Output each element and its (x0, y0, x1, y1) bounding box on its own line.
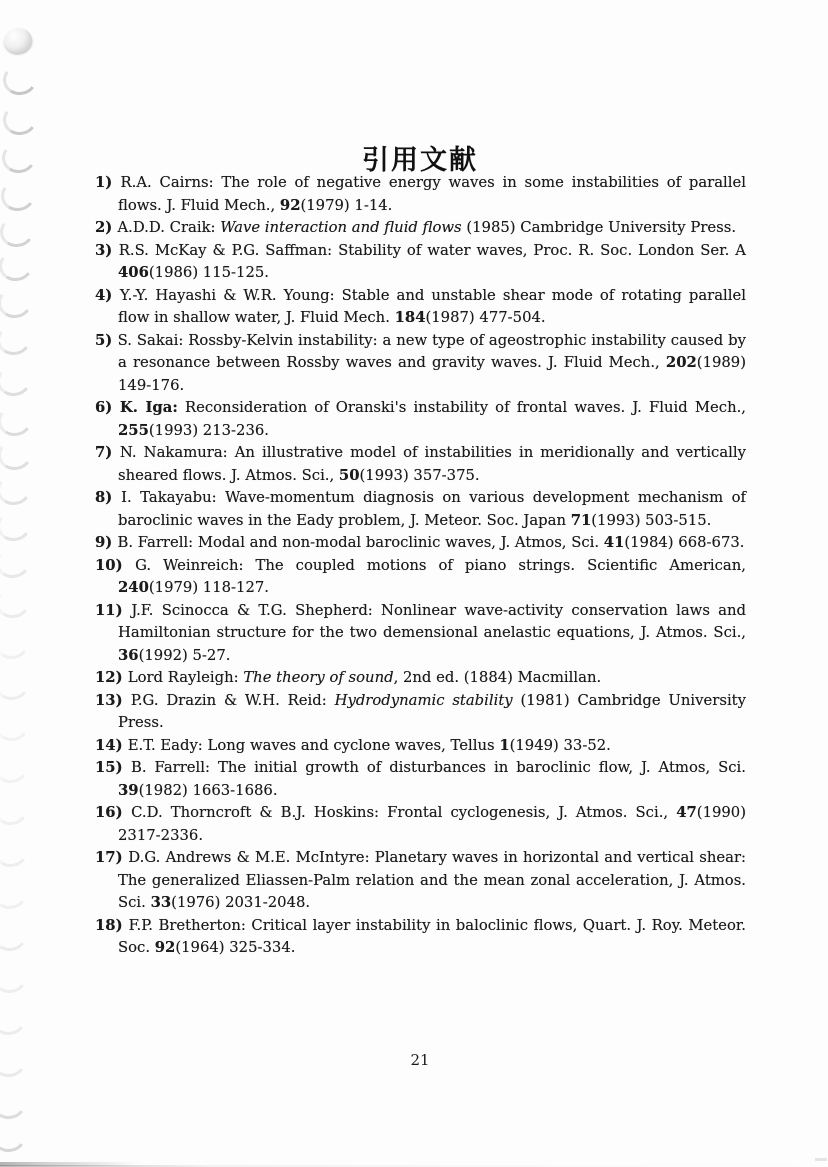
binder-ring-mark (0, 1001, 28, 1037)
reference-text-segment: 33 (150, 894, 172, 911)
reference-number: 16) (95, 804, 132, 821)
binder-ring-mark (0, 139, 38, 175)
reference-item (95, 735, 746, 758)
reference-text-segment: D.G. Andrews & M.E. McIntyre: Planetary waves in horizontal and vertical shear: The generalized Eliassen-Palm relation and the mean zonal acceleration, J. Atmos. Sci. (118, 849, 746, 911)
reference-text-segment: 202 (665, 354, 697, 371)
reference-text-segment: 92 (154, 939, 176, 956)
reference-item (95, 487, 746, 532)
binder-ring-mark (0, 1085, 28, 1121)
reference-text-segment: A.D.D. Craik: (117, 219, 221, 236)
binder-ring-mark (0, 791, 30, 827)
page-title: 引用文献 (362, 145, 478, 177)
reference-text-segment: (1993) 357-375. (359, 466, 480, 484)
reference-text-segment: (1989) 149-176. (118, 354, 746, 394)
reference-text-segment: (1986) 115-125. (148, 264, 269, 281)
reference-text-segment: The theory of sound (243, 669, 394, 686)
binder-ring-mark (0, 471, 33, 507)
reference-item (95, 667, 746, 690)
reference-text-segment: B. Farrell: Modal and non-modal baroclinic waves, J. Atmos, Sci. (117, 534, 604, 551)
reference-item (95, 555, 746, 600)
binder-ring-mark (2, 26, 34, 55)
binder-ring-mark (0, 584, 32, 620)
scan-edge-tick (815, 1158, 827, 1161)
reference-item (95, 217, 746, 240)
reference-number: 4) (95, 286, 120, 304)
reference-item (95, 690, 746, 735)
reference-text-segment: 240 (118, 579, 149, 596)
reference-number: 1) (95, 174, 121, 191)
reference-text-segment: (1982) 1663-1686. (138, 781, 278, 799)
binder-ring-mark (0, 707, 31, 743)
reference-item (95, 847, 746, 915)
reference-number: 15) (95, 759, 132, 776)
reference-text-segment: Wave interaction and fluid flows (220, 219, 462, 236)
reference-text-segment: 71 (570, 511, 592, 529)
binder-ring-mark (1, 101, 40, 137)
binder-ring-mark (0, 507, 33, 543)
reference-text-segment: E.T. Eady: Long waves and cyclone waves, Tellus (127, 736, 500, 754)
reference-number: 2) (95, 219, 118, 236)
binder-ring-mark (0, 362, 33, 398)
reference-item (95, 397, 746, 442)
reference-item (95, 172, 746, 217)
reference-text-segment: I. Takayabu: Wave-momentum diagnosis on various development mechanism of baroclinic waves in the Eady problem, J. Meteor. Soc. Japan (118, 489, 746, 529)
reference-text-segment: 255 (118, 421, 149, 439)
reference-number: 12) (95, 669, 128, 686)
reference-number: 18) (95, 916, 129, 934)
reference-number: 8) (95, 489, 122, 506)
binder-ring-mark (0, 833, 30, 869)
reference-item (95, 915, 746, 960)
binder-ring-mark (0, 959, 29, 995)
reference-text-segment: (1985) Cambridge University Press. (461, 219, 737, 236)
reference-text-segment: B. Farrell: The initial growth of disturbances in baroclinic flow, J. Atmos, Sci. (131, 759, 746, 776)
reference-text-segment: (1987) 477-504. (425, 309, 546, 326)
reference-text-segment: (1979) 1-14. (300, 196, 393, 214)
reference-item (95, 600, 746, 668)
reference-text-segment: Hydrodynamic stability (334, 691, 513, 709)
references-list (95, 172, 746, 960)
reference-text-segment: Reconsideration of Oranski's instability of frontal waves. J. Fluid Mech., (177, 399, 747, 416)
reference-text-segment: (1979) 118-127. (148, 579, 269, 596)
reference-number: 7) (95, 444, 120, 461)
binder-ring-mark (1, 61, 40, 97)
reference-text-segment: (1976) 2031-2048. (171, 894, 311, 911)
reference-text-segment: 36 (118, 646, 139, 664)
reference-item (95, 532, 746, 555)
reference-text-segment: S. Sakai: Rossby-Kelvin instability: a new type of ageostrophic instability caused by a resonance between Rossby waves and gravity waves. J. Fluid Mech., (117, 331, 746, 371)
reference-text-segment: J.F. Scinocca & T.G. Shepherd: Nonlinear wave-activity conservation laws and Hamiltonian structure for the two demensional anelastic equations, J. Atmos. Sci., (118, 601, 747, 641)
reference-item (95, 330, 746, 398)
reference-item (95, 802, 746, 847)
reference-number: 13) (95, 691, 131, 709)
binder-ring-mark (0, 625, 31, 661)
binder-ring-mark (0, 213, 36, 249)
reference-text-segment: R.A. Cairns: The role of negative energy waves in some instabilities of parallel flows. J. Fluid Mech., (118, 174, 746, 214)
reference-text-segment: Lord Rayleigh: (127, 669, 244, 686)
reference-text-segment: 41 (603, 534, 625, 551)
reference-number: 14) (95, 736, 128, 754)
reference-text-segment: 184 (394, 309, 426, 326)
reference-item (95, 442, 746, 487)
reference-text-segment: (1990) 2317-2336. (118, 804, 746, 844)
reference-text-segment: 39 (118, 781, 139, 799)
reference-item (95, 757, 746, 802)
binder-ring-mark (0, 544, 32, 580)
binder-ring-mark (0, 321, 33, 357)
binder-ring-mark (0, 666, 31, 702)
reference-number: 9) (95, 534, 118, 551)
reference-number: 5) (95, 331, 118, 349)
reference-number: 6) (95, 399, 120, 416)
reference-text-segment: (1992) 5-27. (138, 646, 231, 664)
reference-text-segment: F.P. Bretherton: Critical layer instability in baloclinic flows, Quart. J. Roy. Meteor. Soc. (118, 916, 746, 956)
reference-text-segment: 1 (499, 736, 510, 754)
binder-ring-mark (0, 247, 35, 283)
reference-text-segment: (1993) 213-236. (148, 421, 269, 439)
reference-number: 11) (95, 601, 132, 619)
reference-text-segment: , 2nd ed. (1884) Macmillan. (393, 669, 602, 686)
reference-text-segment: Y.-Y. Hayashi & W.R. Young: Stable and unstable shear mode of rotating parallel flow in shallow water, J. Fluid Mech. (118, 286, 746, 326)
reference-text-segment: K. Iga: (119, 399, 178, 416)
binder-ring-mark (0, 749, 30, 785)
reference-number: 17) (95, 849, 129, 866)
reference-text-segment: C.D. Thorncroft & B.J. Hoskins: Frontal cyclogenesis, J. Atmos. Sci., (131, 804, 677, 821)
reference-item (95, 285, 746, 330)
reference-number: 10) (95, 556, 136, 574)
reference-text-segment: (1981) Cambridge University Press. (118, 691, 746, 731)
reference-text-segment: (1984) 668-673. (624, 534, 745, 551)
reference-text-segment: 50 (338, 466, 360, 484)
binder-ring-mark (0, 1043, 28, 1079)
binder-ring-mark (0, 917, 29, 953)
binder-ring-mark (0, 402, 34, 438)
reference-text-segment: (1993) 503-515. (591, 511, 712, 529)
reference-number: 3) (95, 241, 119, 259)
page-number: 21 (410, 1051, 430, 1069)
reference-text-segment: G. Weinreich: The coupled motions of piano strings. Scientific American, (135, 556, 746, 574)
reference-text-segment: P.G. Drazin & W.H. Reid: (130, 691, 335, 709)
binder-ring-mark (0, 177, 37, 213)
reference-text-segment: R.S. McKay & P.G. Saffman: Stability of water waves, Proc. R. Soc. London Ser. A (118, 241, 746, 259)
binder-ring-mark (0, 875, 29, 911)
reference-text-segment: 406 (118, 264, 149, 281)
reference-item (95, 240, 746, 285)
reference-text-segment: (1964) 325-334. (175, 939, 296, 956)
reference-text-segment: 92 (279, 196, 301, 214)
binder-ring-mark (0, 284, 34, 320)
binder-ring-mark (0, 1118, 28, 1154)
binding-rail (0, 0, 60, 1167)
reference-text-segment: 47 (676, 804, 697, 821)
reference-text-segment: (1949) 33-52. (509, 736, 611, 754)
binder-ring-mark (0, 436, 34, 472)
reference-text-segment: N. Nakamura: An illustrative model of instabilities in meridionally and vertically sheared flows. J. Atmos. Sci., (118, 444, 746, 484)
